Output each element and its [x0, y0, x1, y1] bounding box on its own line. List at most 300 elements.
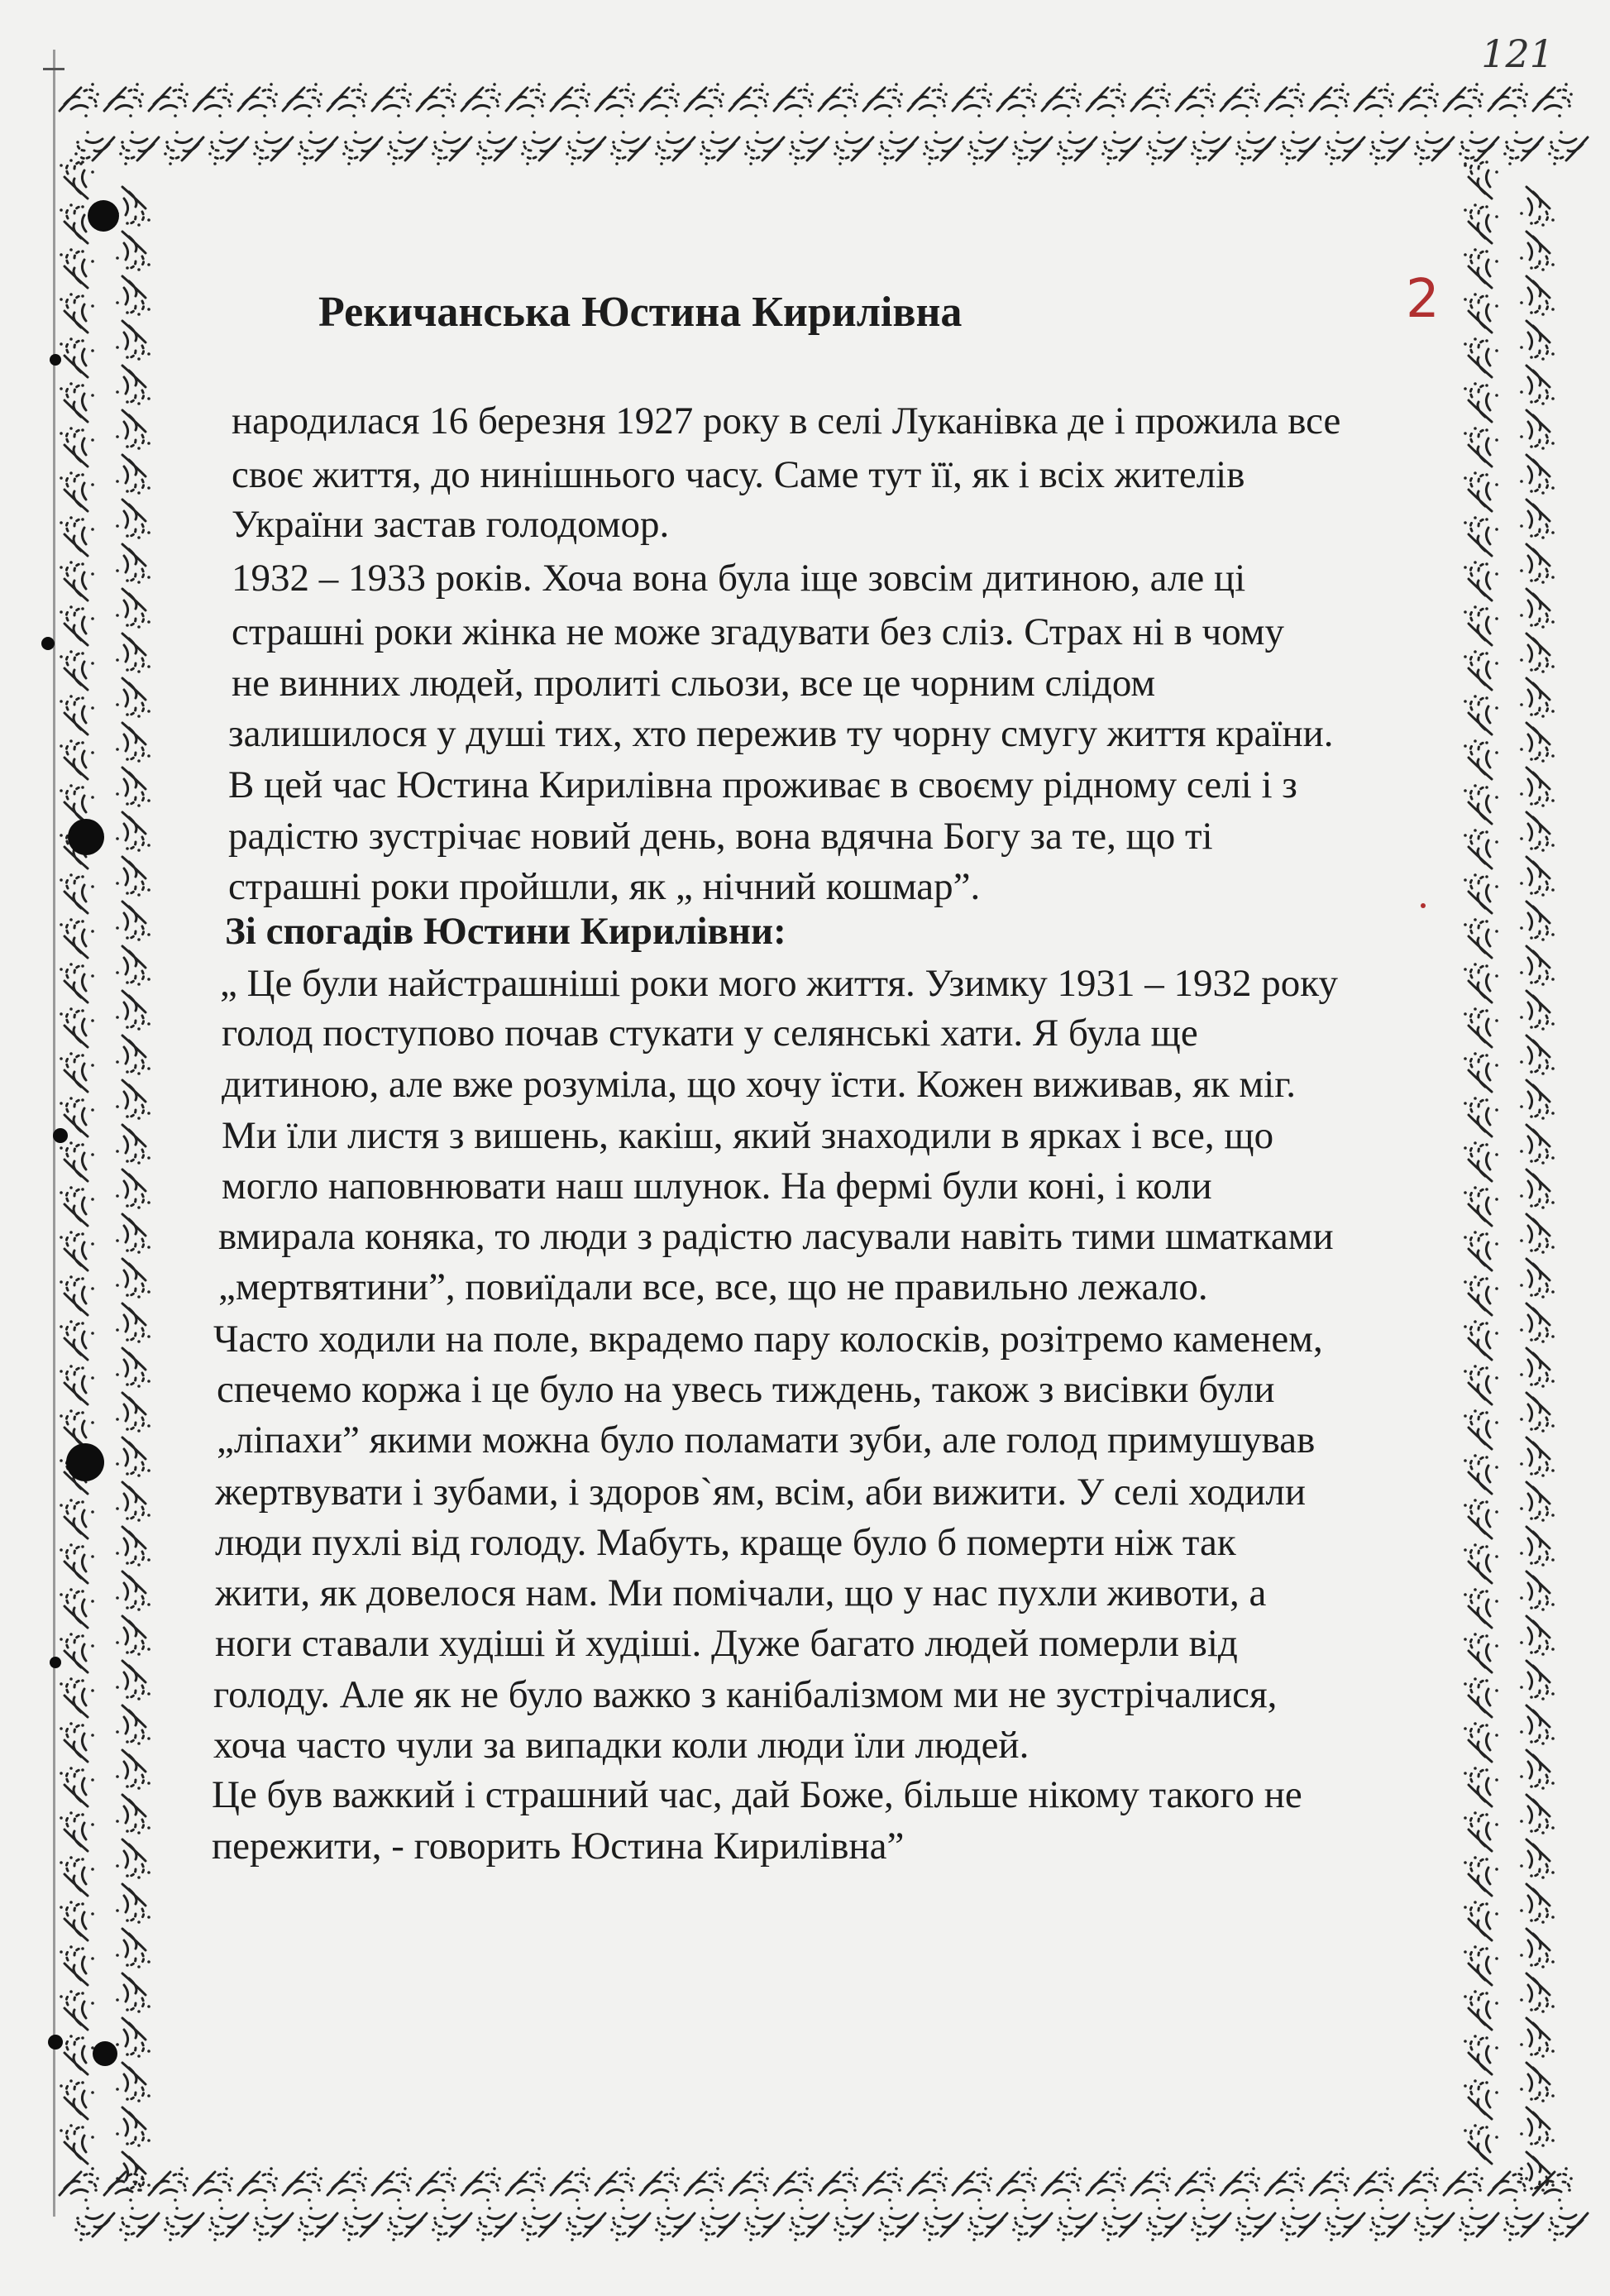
border-motif	[1265, 2167, 1305, 2202]
border-motif	[372, 2167, 412, 2202]
border-motif	[595, 83, 635, 117]
paragraph-line: В цей час Юстина Кирилівна проживає в своєму рідному селі і з	[228, 763, 1297, 806]
border-motif	[1464, 1231, 1498, 1270]
paragraph-line: України застав голодомор.	[232, 503, 670, 546]
border-motif	[372, 83, 412, 117]
border-motif	[116, 1437, 150, 1477]
border-motif	[116, 1259, 150, 1299]
border-motif	[685, 83, 724, 117]
border-motif	[1520, 1125, 1555, 1165]
border-motif	[1464, 1543, 1498, 1583]
border-motif	[506, 83, 546, 117]
border-motif	[1520, 2018, 1555, 2058]
border-motif	[1520, 187, 1555, 227]
border-motif	[1464, 1320, 1498, 1360]
border-motif	[1464, 293, 1498, 332]
border-motif	[208, 131, 248, 165]
border-motif	[1520, 857, 1555, 897]
border-motif	[60, 1275, 94, 1315]
border-motif	[1464, 337, 1498, 377]
border-motif	[74, 131, 114, 165]
border-motif	[1464, 1945, 1498, 1985]
border-motif	[116, 768, 150, 807]
border-motif	[1399, 83, 1439, 117]
border-motif	[387, 131, 427, 165]
border-motif	[119, 131, 159, 165]
border-motif	[1464, 1454, 1498, 1494]
border-motif	[116, 812, 150, 852]
border-motif	[119, 2207, 159, 2241]
border-motif	[700, 2207, 739, 2241]
punch-hole	[50, 1657, 61, 1668]
border-motif	[1221, 2167, 1260, 2202]
border-motif	[116, 1839, 150, 1879]
punch-hole	[41, 637, 55, 650]
border-motif	[1464, 2079, 1498, 2119]
border-motif	[1464, 650, 1498, 690]
border-motif	[387, 2207, 427, 2241]
border-motif	[60, 605, 94, 645]
border-motif	[116, 366, 150, 405]
paragraph-line: радістю зустрічає новий день, вона вдячна Богу за те, що ті	[228, 815, 1213, 858]
border-motif	[1464, 695, 1498, 734]
border-motif	[1464, 1007, 1498, 1047]
border-motif	[116, 634, 150, 673]
border-motif	[1464, 1275, 1498, 1315]
border-motif	[1520, 544, 1555, 584]
border-motif	[60, 1990, 94, 2030]
border-motif	[1520, 500, 1555, 539]
border-motif	[1101, 2207, 1141, 2241]
border-motif	[1042, 2167, 1082, 2202]
border-motif	[327, 83, 367, 117]
border-motif	[116, 544, 150, 584]
border-motif	[1520, 1170, 1555, 1209]
border-motif	[566, 131, 605, 165]
border-motif	[863, 2167, 903, 2202]
border-motif	[60, 83, 99, 117]
border-motif	[834, 131, 873, 165]
border-motif	[116, 1616, 150, 1656]
border-motif	[729, 2167, 769, 2202]
border-motif	[1265, 83, 1305, 117]
border-motif	[116, 1303, 150, 1343]
quote-line: дитиною, але вже розуміла, що хочу їсти. Кожен виживав, як міг.	[222, 1063, 1296, 1106]
border-motif	[60, 1543, 94, 1583]
border-motif	[1520, 589, 1555, 629]
border-motif	[298, 131, 337, 165]
quote-line: спечемо коржа і це було на увесь тиждень, також з висівки були	[217, 1368, 1275, 1411]
border-motif	[1520, 1303, 1555, 1343]
border-motif	[1399, 2167, 1439, 2202]
border-motif	[967, 2207, 1007, 2241]
border-motif	[640, 83, 680, 117]
border-motif	[116, 1527, 150, 1567]
border-motif	[1325, 131, 1364, 165]
border-motif	[342, 2207, 382, 2241]
border-motif	[1520, 410, 1555, 450]
border-motif	[1464, 1811, 1498, 1851]
border-motif	[1520, 1571, 1555, 1611]
border-motif	[908, 2167, 948, 2202]
punch-hole	[48, 2035, 63, 2050]
border-motif	[685, 2167, 724, 2202]
border-motif	[60, 248, 94, 288]
border-motif	[729, 83, 769, 117]
border-motif	[1191, 2207, 1230, 2241]
border-motif	[60, 739, 94, 779]
border-motif	[116, 500, 150, 539]
border-motif	[1503, 131, 1543, 165]
border-motif	[60, 1767, 94, 1806]
paragraph-line: своє життя, до нинішнього часу. Саме тут її, як і всіх жителів	[232, 453, 1245, 496]
border-motif	[1464, 561, 1498, 600]
border-motif	[1464, 382, 1498, 422]
border-motif	[1520, 321, 1555, 361]
border-motif	[116, 857, 150, 897]
border-motif	[60, 561, 94, 600]
border-motif	[1520, 902, 1555, 941]
border-motif	[1520, 1795, 1555, 1834]
border-motif	[1520, 1348, 1555, 1388]
border-motif	[116, 1214, 150, 1254]
border-motif	[1520, 2063, 1555, 2102]
border-motif	[1464, 873, 1498, 913]
quote-line: „мертвятини”, повиїдали все, все, що не правильно лежало.	[218, 1265, 1208, 1308]
border-motif	[1146, 2207, 1186, 2241]
border-motif	[298, 2207, 337, 2241]
border-motif	[744, 2207, 784, 2241]
border-motif	[1057, 131, 1096, 165]
border-motif	[1520, 723, 1555, 763]
border-motif	[116, 187, 150, 227]
border-motif	[908, 83, 948, 117]
border-motif	[1414, 2207, 1454, 2241]
border-motif	[116, 1661, 150, 1700]
punch-hole	[68, 819, 104, 855]
border-motif	[923, 2207, 963, 2241]
border-motif	[60, 873, 94, 913]
border-motif	[610, 2207, 650, 2241]
border-motif	[566, 2207, 605, 2241]
border-motif	[1520, 1393, 1555, 1433]
quote-line: жити, як довелося нам. Ми помічали, що у нас пухли животи, а	[215, 1571, 1267, 1614]
border-motif	[116, 2018, 150, 2058]
border-motif	[1520, 1661, 1555, 1700]
border-motif	[164, 2207, 203, 2241]
border-motif	[595, 2167, 635, 2202]
border-motif	[1176, 2167, 1216, 2202]
border-motif	[60, 1588, 94, 1628]
border-motif	[1464, 739, 1498, 779]
border-motif	[1235, 2207, 1275, 2241]
border-motif	[878, 2207, 918, 2241]
border-motif	[149, 2167, 189, 2202]
border-motif	[1520, 768, 1555, 807]
border-motif	[1548, 131, 1588, 165]
border-motif	[1520, 1437, 1555, 1477]
border-motif	[283, 83, 322, 117]
border-motif	[60, 1677, 94, 1717]
handwritten-annotation: 2	[1406, 269, 1440, 330]
quote-line: Це був важкий і страшний час, дай Боже, більше нікому такого не	[212, 1773, 1302, 1816]
border-motif	[116, 1705, 150, 1745]
border-motif	[1520, 1616, 1555, 1656]
border-motif	[116, 321, 150, 361]
border-motif	[116, 1080, 150, 1120]
border-motif	[1191, 131, 1230, 165]
border-motif	[116, 1125, 150, 1165]
border-motif	[1520, 2107, 1555, 2147]
border-motif	[521, 2207, 561, 2241]
border-motif	[116, 1795, 150, 1834]
quote-line: ноги ставали худіші й худіші. Дуже багато людей померли від	[215, 1622, 1238, 1665]
border-motif	[1087, 83, 1126, 117]
border-motif	[116, 1884, 150, 1924]
border-motif	[521, 131, 561, 165]
border-motif	[1464, 1767, 1498, 1806]
border-motif	[819, 83, 858, 117]
border-motif	[476, 131, 516, 165]
border-motif	[1520, 366, 1555, 405]
border-motif	[1464, 784, 1498, 824]
border-motif	[789, 2207, 829, 2241]
border-motif	[461, 2167, 501, 2202]
border-motif	[610, 131, 650, 165]
quote-line: люди пухлі від голоду. Мабуть, краще було б померти ніж так	[215, 1521, 1236, 1564]
border-motif	[283, 2167, 322, 2202]
border-motif	[1464, 605, 1498, 645]
border-motif	[1520, 1527, 1555, 1567]
border-motif	[60, 1007, 94, 1047]
border-motif	[116, 1348, 150, 1388]
border-motif	[60, 1722, 94, 1762]
quote-line: жертвувати і зубами, і здоров`ям, всім, аби вижити. У селі ходили	[215, 1471, 1306, 1514]
border-motif	[116, 1170, 150, 1209]
border-motif	[193, 83, 233, 117]
border-motif	[967, 131, 1007, 165]
border-motif	[60, 1811, 94, 1851]
border-motif	[640, 2167, 680, 2202]
paragraph-line: залишилося у душі тих, хто пережив ту чорну смугу життя країни.	[228, 712, 1334, 755]
border-motif	[60, 695, 94, 734]
border-motif	[1221, 83, 1260, 117]
quote-line: вмирала коняка, то люди з радістю ласували навіть тими шматками	[218, 1215, 1334, 1258]
document-title: Рекичанська Юстина Кирилівна	[318, 289, 963, 336]
border-motif	[461, 83, 501, 117]
border-motif	[116, 1036, 150, 1075]
border-motif	[774, 2167, 814, 2202]
border-motif	[60, 1141, 94, 1181]
border-motif	[1464, 516, 1498, 556]
border-motif	[1520, 455, 1555, 495]
border-motif	[60, 1945, 94, 1985]
border-motif	[551, 2167, 590, 2202]
border-motif	[655, 131, 695, 165]
border-motif	[116, 232, 150, 271]
border-motif	[1042, 83, 1082, 117]
border-motif	[1459, 131, 1498, 165]
border-motif	[1520, 634, 1555, 673]
border-motif	[238, 2167, 278, 2202]
border-motif	[116, 455, 150, 495]
punch-hole	[93, 2041, 117, 2066]
border-motif	[1280, 131, 1320, 165]
border-motif	[1280, 2207, 1320, 2241]
quote-line: голоду. Але як не було важко з канібалізмом ми не зустрічалися,	[213, 1673, 1278, 1716]
border-motif	[116, 2152, 150, 2192]
border-motif	[116, 991, 150, 1031]
border-motif	[116, 1571, 150, 1611]
punch-hole	[50, 354, 61, 366]
border-motif	[1520, 1036, 1555, 1075]
paragraph-line: страшні роки пройшли, як „ нічний кошмар”.	[228, 865, 981, 908]
punch-hole	[53, 1128, 68, 1143]
quote-line: могло наповнювати наш шлунок. На фермі були коні, і коли	[222, 1165, 1212, 1208]
border-motif	[116, 589, 150, 629]
border-motif	[1087, 2167, 1126, 2202]
border-motif	[1520, 1839, 1555, 1879]
border-motif	[774, 83, 814, 117]
border-motif	[60, 963, 94, 1002]
border-motif	[60, 2079, 94, 2119]
border-motif	[744, 131, 784, 165]
punch-hole	[66, 1443, 104, 1481]
border-motif	[60, 2167, 99, 2202]
quote-line: голод поступово почав стукати у селянські хати. Я була ще	[222, 1012, 1198, 1055]
paragraph-line: не винних людей, пролиті сльози, все це чорним слідом	[232, 662, 1156, 705]
border-motif	[551, 83, 590, 117]
border-motif	[1488, 83, 1528, 117]
border-motif	[60, 1186, 94, 1226]
border-motif	[1464, 1052, 1498, 1092]
border-motif	[1464, 963, 1498, 1002]
border-motif	[116, 723, 150, 763]
border-motif	[1520, 1214, 1555, 1254]
border-motif	[60, 516, 94, 556]
border-motif	[1520, 1750, 1555, 1790]
border-motif	[116, 276, 150, 316]
border-motif	[1464, 1990, 1498, 2030]
border-motif	[1520, 1973, 1555, 2013]
border-motif	[1464, 471, 1498, 511]
border-motif	[1235, 131, 1275, 165]
border-motif	[819, 2167, 858, 2202]
quote-line: „ліпахи” якими можна було поламати зуби, але голод примушував	[217, 1418, 1316, 1461]
punch-hole	[88, 200, 119, 232]
quote-heading: Зі спогадів Юстини Кирилівни:	[225, 910, 786, 953]
border-motif	[1520, 276, 1555, 316]
border-motif	[1354, 2167, 1394, 2202]
border-motif	[1533, 83, 1573, 117]
border-motif	[1464, 829, 1498, 868]
border-motif	[1057, 2207, 1096, 2241]
border-motif	[878, 131, 918, 165]
border-motif	[1464, 427, 1498, 466]
border-motif	[417, 2167, 456, 2202]
border-motif	[342, 131, 382, 165]
border-motif	[1464, 203, 1498, 243]
border-motif	[834, 2207, 873, 2241]
border-motif	[253, 2207, 293, 2241]
border-motif	[1464, 1901, 1498, 1940]
border-motif	[60, 471, 94, 511]
border-motif	[1310, 2167, 1350, 2202]
quote-line: пережити, - говорить Юстина Кирилівна”	[212, 1825, 905, 1868]
border-motif	[193, 2167, 233, 2202]
border-motif	[1146, 131, 1186, 165]
border-motif	[1520, 1884, 1555, 1924]
border-motif	[1325, 2207, 1364, 2241]
border-motif	[953, 83, 992, 117]
border-motif	[60, 1901, 94, 1940]
border-motif	[1464, 248, 1498, 288]
border-motif	[104, 83, 144, 117]
border-motif	[1464, 1722, 1498, 1762]
border-motif	[74, 2207, 114, 2241]
border-motif	[1464, 1633, 1498, 1672]
border-motif	[1131, 2167, 1171, 2202]
border-motif	[506, 2167, 546, 2202]
border-motif	[327, 2167, 367, 2202]
border-motif	[60, 650, 94, 690]
paragraph-line: страшні роки жінка не може згадувати без сліз. Страх ні в чому	[232, 610, 1285, 653]
border-motif	[60, 1320, 94, 1360]
border-motif	[997, 2167, 1037, 2202]
border-motif	[476, 2207, 516, 2241]
border-motif	[60, 293, 94, 332]
border-motif	[116, 2107, 150, 2147]
border-motif	[116, 902, 150, 941]
quote-line: Ми їли листя з вишень, какіш, який знаходили в ярках і все, що	[222, 1114, 1274, 1157]
border-motif	[953, 2167, 992, 2202]
border-motif	[1520, 1482, 1555, 1522]
border-motif	[60, 1856, 94, 1896]
border-motif	[1369, 131, 1409, 165]
border-motif	[116, 1750, 150, 1790]
border-motif	[1503, 2207, 1543, 2241]
border-motif	[655, 2207, 695, 2241]
border-motif	[1176, 83, 1216, 117]
border-motif	[116, 946, 150, 986]
border-motif	[1464, 1097, 1498, 1136]
border-motif	[1369, 2207, 1409, 2241]
border-motif	[1464, 159, 1498, 199]
border-motif	[1459, 2207, 1498, 2241]
border-motif	[1464, 918, 1498, 958]
border-motif	[208, 2207, 248, 2241]
border-motif	[1520, 1929, 1555, 1968]
border-motif	[60, 159, 94, 199]
border-motif	[1012, 2207, 1052, 2241]
border-motif	[432, 2207, 471, 2241]
border-motif	[60, 382, 94, 422]
border-motif	[60, 1633, 94, 1672]
border-motif	[1101, 131, 1141, 165]
page-number: 121	[1481, 31, 1554, 76]
border-motif	[1520, 946, 1555, 986]
border-motif	[60, 2035, 94, 2074]
border-motif	[1354, 83, 1394, 117]
border-motif	[253, 131, 293, 165]
border-motif	[1464, 1409, 1498, 1449]
paragraph-line: народилася 16 березня 1927 року в селі Луканівка де і прожила все	[232, 399, 1341, 442]
border-motif	[60, 337, 94, 377]
border-motif	[60, 1231, 94, 1270]
border-motif	[60, 427, 94, 466]
border-motif	[863, 83, 903, 117]
border-motif	[60, 2124, 94, 2164]
